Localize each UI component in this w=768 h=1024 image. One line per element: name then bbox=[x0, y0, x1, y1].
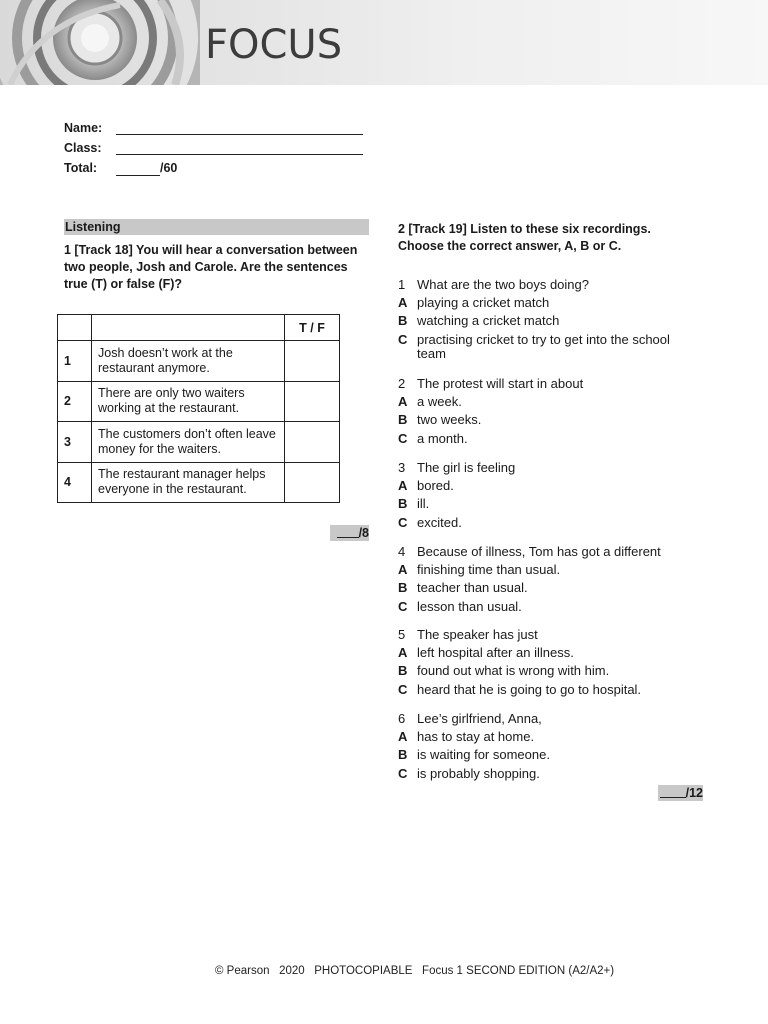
swirl-graphic bbox=[0, 0, 200, 85]
row-statement: The restaurant manager helps everyone in the restaurant. bbox=[92, 462, 285, 503]
question-stem bbox=[398, 375, 698, 393]
question-stem bbox=[398, 276, 698, 294]
question-text: What are the two boys doing? bbox=[417, 277, 589, 292]
exercise2-score[interactable] bbox=[658, 785, 703, 801]
score-max: /12 bbox=[685, 786, 703, 800]
answer-option[interactable] bbox=[398, 746, 698, 764]
option-letter: C bbox=[398, 681, 408, 697]
answer-cell[interactable] bbox=[285, 341, 340, 382]
question-text: Lee’s girlfriend, Anna, bbox=[417, 711, 542, 726]
answer-option[interactable] bbox=[398, 561, 698, 579]
answer-option[interactable] bbox=[398, 728, 698, 746]
question-stem bbox=[398, 626, 698, 644]
option-letter: C bbox=[398, 765, 408, 781]
option-letter: A bbox=[398, 295, 408, 311]
question-6 bbox=[398, 710, 698, 783]
option-letter: C bbox=[398, 514, 408, 530]
question-number: 1 bbox=[398, 277, 406, 292]
answer-option[interactable] bbox=[398, 514, 698, 532]
option-text: watching a cricket match bbox=[417, 313, 560, 329]
answer-option[interactable] bbox=[398, 644, 698, 662]
answer-option[interactable] bbox=[398, 411, 698, 429]
option-text: is waiting for someone. bbox=[417, 747, 550, 763]
question-number: 3 bbox=[398, 460, 406, 475]
table-header-num bbox=[58, 315, 92, 341]
answer-option[interactable] bbox=[398, 765, 698, 783]
question-number: 4 bbox=[398, 544, 406, 559]
class-field[interactable] bbox=[116, 154, 363, 155]
class-label: Class: bbox=[64, 141, 102, 155]
option-letter: B bbox=[398, 747, 408, 763]
name-field[interactable] bbox=[116, 134, 363, 135]
total-max: /60 bbox=[160, 161, 178, 175]
question-stem bbox=[398, 710, 698, 728]
question-2 bbox=[398, 375, 698, 448]
table-row bbox=[58, 341, 340, 382]
option-letter: C bbox=[398, 430, 408, 446]
answer-option[interactable] bbox=[398, 477, 698, 495]
score-max: /8 bbox=[358, 526, 369, 540]
option-letter: B bbox=[398, 313, 408, 329]
question-number: 6 bbox=[398, 711, 406, 726]
option-letter: A bbox=[398, 562, 408, 578]
answer-option[interactable] bbox=[398, 312, 698, 330]
option-letter: A bbox=[398, 478, 408, 494]
score-blank[interactable] bbox=[660, 786, 686, 798]
table-header-text bbox=[92, 315, 285, 341]
row-number: 3 bbox=[58, 422, 92, 463]
option-text: has to stay at home. bbox=[417, 729, 535, 745]
focus-logo: FOCUS bbox=[205, 22, 343, 68]
question-number: 2 bbox=[398, 376, 406, 391]
exercise1-score[interactable] bbox=[330, 525, 369, 541]
option-text: found out what is wrong with him. bbox=[417, 663, 610, 679]
answer-cell[interactable] bbox=[285, 462, 340, 503]
answer-option[interactable] bbox=[398, 662, 698, 680]
row-statement: The customers don’t often leave money for the waiters. bbox=[92, 422, 285, 463]
option-text: a week. bbox=[417, 394, 462, 410]
total-field[interactable] bbox=[116, 175, 160, 176]
copyright-footer: © Pearson 2020 PHOTOCOPIABLE Focus 1 SECOND EDITION (A2/A2+) bbox=[215, 965, 615, 977]
option-text: bored. bbox=[417, 478, 454, 494]
answer-option[interactable] bbox=[398, 294, 698, 312]
answer-option[interactable] bbox=[398, 681, 698, 699]
answer-option[interactable] bbox=[398, 430, 698, 448]
option-letter: B bbox=[398, 580, 408, 596]
option-letter: C bbox=[398, 331, 408, 347]
row-statement: Josh doesn’t work at the restaurant anymore. bbox=[92, 341, 285, 382]
option-letter: A bbox=[398, 394, 408, 410]
option-letter: C bbox=[398, 598, 408, 614]
question-stem bbox=[398, 459, 698, 477]
option-letter: B bbox=[398, 412, 408, 428]
table-row bbox=[58, 381, 340, 422]
option-letter: B bbox=[398, 663, 408, 679]
option-text: is probably shopping. bbox=[417, 765, 540, 781]
exercise2-instruction: 2 [Track 19] Listen to these six recordings. Choose the correct answer, A, B or C. bbox=[398, 222, 651, 253]
option-text: lesson than usual. bbox=[417, 598, 522, 614]
answer-option[interactable] bbox=[398, 579, 698, 597]
answer-option[interactable] bbox=[398, 495, 698, 513]
question-stem bbox=[398, 543, 698, 561]
question-text: The protest will start in about bbox=[417, 376, 584, 391]
question-text: Because of illness, Tom has got a different bbox=[417, 544, 661, 559]
question-text: The speaker has just bbox=[417, 627, 538, 642]
question-number: 5 bbox=[398, 627, 406, 642]
exercise1-instruction: 1 [Track 18] You will hear a conversation between two people, Josh and Carole. Are the sentences true (T) or false (F)? bbox=[64, 243, 358, 291]
option-letter: A bbox=[398, 645, 408, 661]
question-text: The girl is feeling bbox=[417, 460, 516, 475]
row-number: 1 bbox=[58, 341, 92, 382]
option-text: a month. bbox=[417, 430, 468, 446]
table-row bbox=[58, 462, 340, 503]
option-text: finishing time than usual. bbox=[417, 562, 561, 578]
question-4 bbox=[398, 543, 698, 616]
option-text: ill. bbox=[417, 496, 430, 512]
answer-option[interactable] bbox=[398, 331, 698, 361]
table-row bbox=[58, 422, 340, 463]
total-label: Total: bbox=[64, 161, 98, 175]
option-text: left hospital after an illness. bbox=[417, 645, 574, 661]
row-number: 2 bbox=[58, 381, 92, 422]
section-title-listening: Listening bbox=[64, 219, 369, 235]
name-label: Name: bbox=[64, 121, 103, 135]
answer-option[interactable] bbox=[398, 393, 698, 411]
option-text: teacher than usual. bbox=[417, 580, 528, 596]
question-1 bbox=[398, 276, 698, 361]
option-letter: A bbox=[398, 729, 408, 745]
option-letter: B bbox=[398, 496, 408, 512]
question-5 bbox=[398, 626, 698, 699]
header-banner bbox=[0, 0, 768, 85]
row-statement: There are only two waiters working at the restaurant. bbox=[92, 381, 285, 422]
table-header-tf: T / F bbox=[285, 315, 340, 341]
option-text: two weeks. bbox=[417, 412, 482, 428]
answer-cell[interactable] bbox=[285, 422, 340, 463]
answer-cell[interactable] bbox=[285, 381, 340, 422]
option-text: playing a cricket match bbox=[417, 295, 550, 311]
option-text: practising cricket to try to get into the school team bbox=[417, 331, 670, 361]
score-blank[interactable] bbox=[337, 526, 359, 538]
answer-option[interactable] bbox=[398, 598, 698, 616]
option-text: excited. bbox=[417, 514, 462, 530]
question-3 bbox=[398, 459, 698, 532]
row-number: 4 bbox=[58, 462, 92, 503]
option-text: heard that he is going to go to hospital. bbox=[417, 681, 642, 697]
true-false-table bbox=[57, 314, 340, 503]
